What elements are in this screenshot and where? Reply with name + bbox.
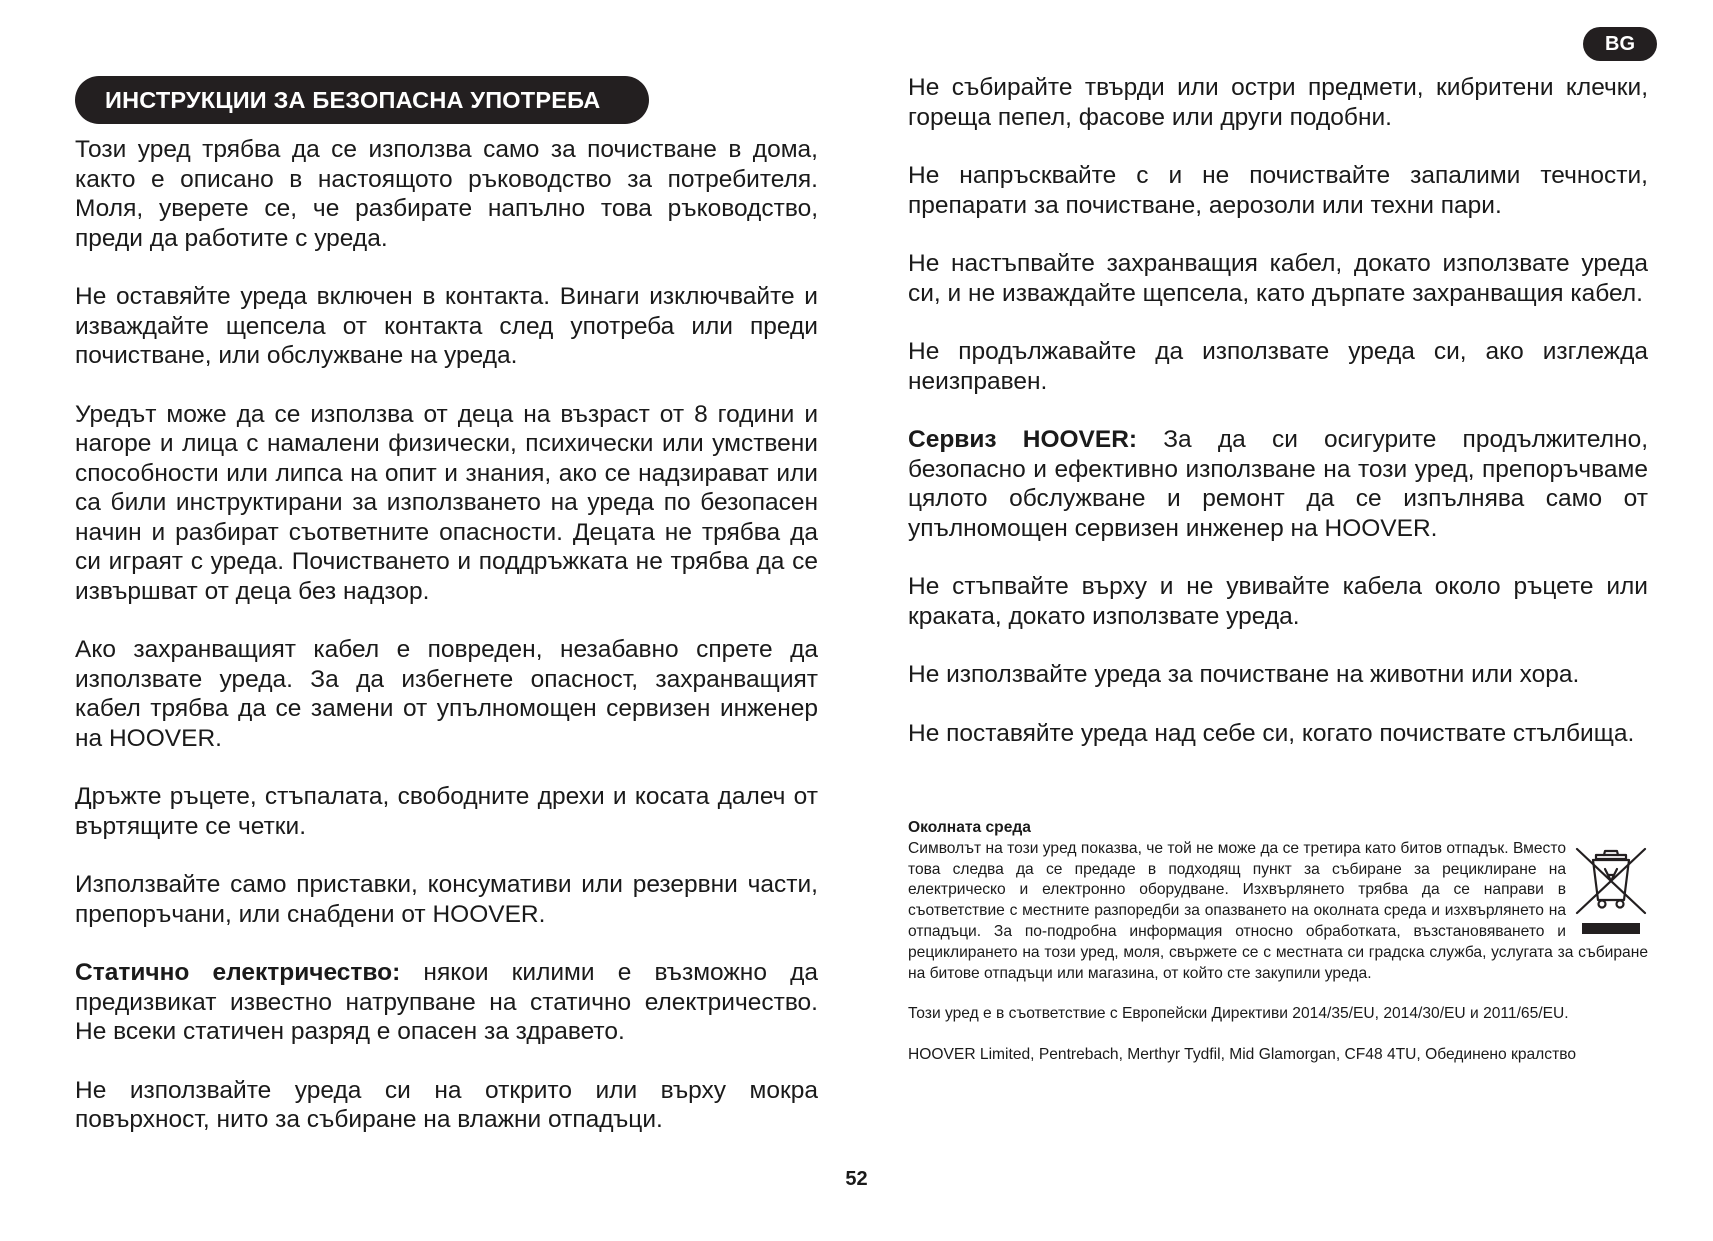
paragraph xyxy=(908,572,1648,631)
right-column xyxy=(908,73,1648,777)
paragraph-text: Не продължавайте да използвате уреда си, ако изглежда неизправен. xyxy=(908,338,1648,395)
paragraph xyxy=(908,249,1648,308)
paragraph xyxy=(908,425,1648,543)
paragraph-text: Не напръсквайте с и не почиствайте запалими течности, препарати за почистване, аерозоли или техни пари. xyxy=(908,162,1648,219)
paragraph-text: Не използвайте уреда си на открито или върху мокра повърхност, нито за събиране на влажни отпадъци. xyxy=(75,1076,818,1133)
environment-text: Символът на този уред показва, че той не може да се третира като битов отпадък. Вместо това следва да се предаде в подходящ пункт за събиране за рециклиране на електрическо и електронно оборудване. Изхвърлянето трябва да се направи в съответствие с местните разпоредби за опазването на околната среда и изхвърлянето на отпадъци. За по-подробна информация относно обработката, възстановяването и рециклирането на този уред, моля, свържете се с местната си градска служба, услугата за събиране на битове отпадъци или магазина, от който сте закупили уреда. xyxy=(908,839,1648,982)
paragraph-text: Не поставяйте уреда над себе си, когато почиствате стълбища. xyxy=(908,719,1635,747)
paragraph-bold: Статично електричество: xyxy=(75,959,401,986)
paragraph xyxy=(75,282,818,371)
language-badge: BG xyxy=(1583,27,1657,61)
environment-title: Околната среда xyxy=(908,819,1031,836)
paragraph-text: Ако захранващият кабел е повреден, незабавно спрете да използвате уреда. За да избегнете опасност, захранващият кабел трябва да се замени от упълномощен сервизен инженер на HOOVER. xyxy=(75,636,818,752)
paragraph xyxy=(75,635,818,753)
paragraph xyxy=(75,400,818,607)
paragraph-bold: Сервиз HOOVER: xyxy=(908,426,1138,453)
paragraph-text: Този уред трябва да се използва само за почистване в дома, както е описано в настоящото ръководство за потребителя. Моля, уверете се, че разбирате напълно това ръководство, преди да работите с уреда. xyxy=(75,136,818,252)
paragraph-text: Уредът може да се използва от деца на възраст от 8 години и нагоре и лица с намалени физически, психически или умствени способности или липса на опит и знания, ако се надзирават или са били инструктирани за използването на уреда по безопасен начин и разбират съответните опасности. Децата не трябва да си играят с уреда. Почистването и поддръжката не трябва да се извършват от деца без надзор. xyxy=(75,400,818,605)
paragraph xyxy=(75,958,818,1047)
paragraph xyxy=(75,135,818,253)
paragraph xyxy=(908,73,1648,132)
paragraph-text: Не събирайте твърди или остри предмети, кибритени клечки, гореща пепел, фасове или други подобни. xyxy=(908,74,1648,131)
manufacturer-address: HOOVER Limited, Pentrebach, Merthyr Tydfil, Mid Glamorgan, CF48 4TU, Обединено кралство xyxy=(908,1046,1576,1064)
paragraph xyxy=(908,719,1648,749)
paragraph xyxy=(908,161,1648,220)
paragraph xyxy=(75,782,818,841)
paragraph-text: Не настъпвайте захранващия кабел, докато използвате уреда си, и не изваждайте щепсела, като дърпате захранващия кабел. xyxy=(908,250,1648,307)
paragraph-text: Дръжте ръцете, стъпалата, свободните дрехи и косата далеч от въртящите се четки. xyxy=(75,783,818,840)
section-heading: ИНСТРУКЦИИ ЗА БЕЗОПАСНА УПОТРЕБА xyxy=(75,76,649,124)
paragraph-text: Не оставяйте уреда включен в контакта. Винаги изключвайте и изваждайте щепсела от контакта след употреба или преди почистване, или обслужване на уреда. xyxy=(75,283,818,369)
paragraph xyxy=(75,1076,818,1135)
paragraph xyxy=(908,660,1648,690)
paragraph xyxy=(75,870,818,929)
paragraph-text: някои килими е възможно да предизвикат известно натрупване на статично електричество. Не всеки статичен разряд е опасен за здравето. xyxy=(75,959,818,1045)
left-column xyxy=(75,135,818,1164)
paragraph-text: Не стъпвайте върху и не увивайте кабела около ръцете или краката, докато използвате уреда. xyxy=(908,573,1648,630)
paragraph xyxy=(908,337,1648,396)
paragraph-text: Използвайте само приставки, консумативи или резервни части, препоръчани, или снабдени от HOOVER. xyxy=(75,871,818,928)
paragraph-text: Не използвайте уреда за почистване на животни или хора. xyxy=(908,661,1580,688)
paragraph-text: За да си осигурите продължително, безопасно и ефективно използване на този уред, препоръчваме цялото обслужване и ремонт да се изпълнява само от упълномощен сервизен инженер на HOOVER. xyxy=(908,426,1648,542)
environment-section xyxy=(908,818,1648,1066)
weee-crossed-bin-icon xyxy=(1574,845,1648,937)
page-number: 52 xyxy=(845,1168,868,1190)
directives-text: Този уред е в съответствие с Европейски Директиви 2014/35/EU, 2014/30/EU и 2011/65/EU. xyxy=(908,1005,1569,1023)
